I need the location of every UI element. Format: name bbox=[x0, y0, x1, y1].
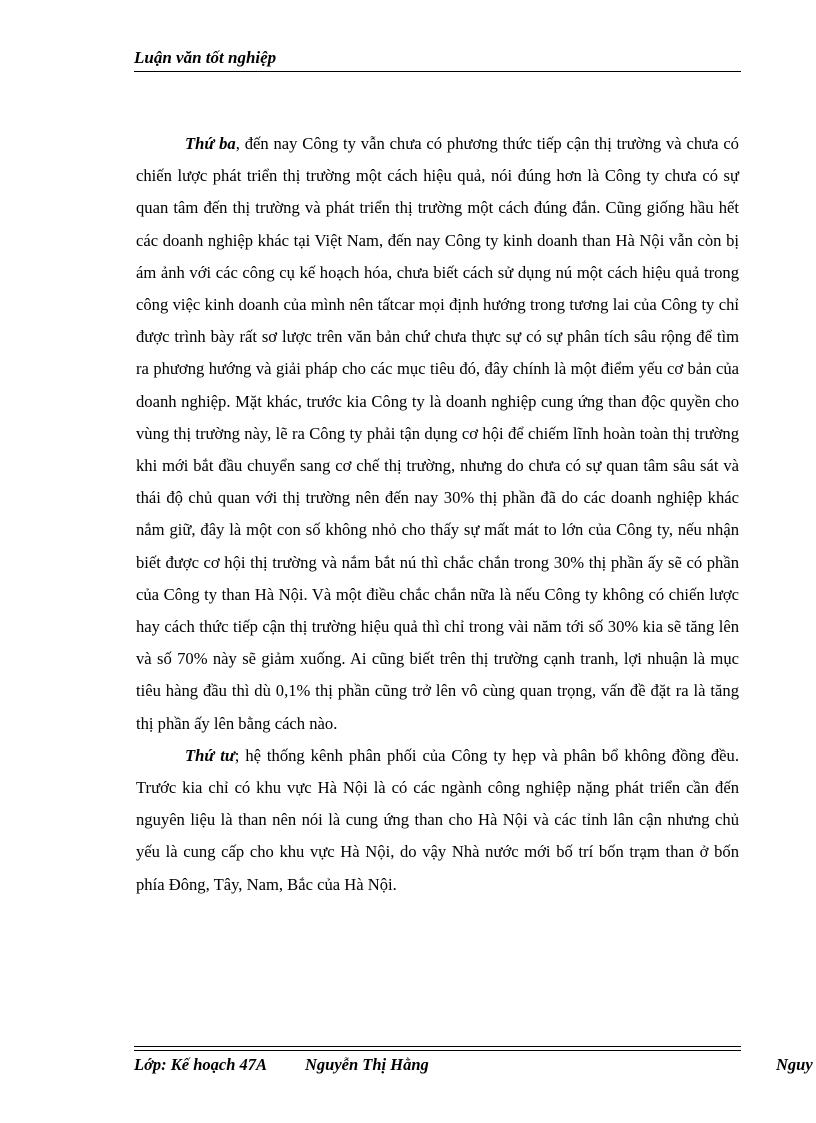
body-text bbox=[136, 128, 739, 901]
paragraph-2-text: ; hệ thống kênh phân phối của Công ty hẹp và phân bổ không đồng đều. Trước kia chỉ có khu vực Hà Nội là có các ngành công nghiệp nặng phát triển cần đến nguyên liệu là than nên nói là cung ứng than cho Hà Nội và các tỉnh lân cận nhưng chủ yếu là cung cấp cho khu vực Hà Nội, do vậy Nhà nước mới bố trí bốn trạm than ở bốn phía Đông, Tây, Nam, Bắc của Hà Nội. bbox=[136, 745, 739, 894]
header-title: Luận văn tốt nghiệp bbox=[134, 48, 277, 67]
paragraph-1-lead: Thứ ba bbox=[185, 134, 236, 153]
footer-author: Nguyễn Thị Hằng bbox=[305, 1055, 429, 1074]
footer-rule-bottom bbox=[134, 1050, 741, 1051]
paragraph-2 bbox=[136, 740, 739, 901]
paragraph-1-text: , đến nay Công ty vẫn chưa có phương thức tiếp cận thị trường và chưa có chiến lược phát triển thị trường một cách hiệu quả, nói đúng hơn là Công ty chưa có sự quan tâm đến thị trường và phát triển thị trường một cách đúng đắn. Cũng giống hầu hết các doanh nghiệp khác tại Việt Nam, đến nay Công ty kinh doanh than Hà Nội vẫn còn bị ám ảnh với các công cụ kế hoạch hóa, chưa biết cách sử dụng nú một cách hiệu quả trong công việc kinh doanh của mình nên tấtcar mọi định hướng trong tương lai của Công ty chỉ được trình bày rất sơ lược trên văn bản chứ chưa thực sự có sự phân tích sâu rộng để tìm ra phương hướng và giải pháp cho các mục tiêu đó, đây chính là một điểm yếu cơ bản của doanh nghiệp. Mặt khác, trước kia Công ty là doanh nghiệp cung ứng than độc quyền cho vùng thị trường này, lẽ ra Công ty phải tận dụng cơ hội để chiếm lĩnh hoàn toàn thị trường khi mới bắt đầu chuyển sang cơ chế thị trường, nhưng do chưa có sự quan tâm sâu sát và thái độ chủ quan với thị trường nên đến nay 30% thị phần đã do các doanh nghiệp khác nắm giữ, đây là một con số không nhỏ cho thấy sự mất mát to lớn của Công ty, nếu nhận biết được cơ hội thị trường và nắm bắt nú thì chắc chắn trong 30% thị phần ấy sẽ có phần của Công ty than Hà Nội. Và một điều chắc chắn nữa là nếu Công ty không có chiến lược hay cách thức tiếp cận thị trường hiệu quả thì chỉ trong vài năm tới số 30% kia sẽ tăng lên và số 70% này sẽ giảm xuống. Ai cũng biết trên thị trường cạnh tranh, lợi nhuận là mục tiêu hàng đầu thì dù 0,1% thị phần cũng trở lên vô cùng quan trọng, vấn đề đặt ra là tăng thị phần ấy lên bằng cách nào. bbox=[136, 134, 739, 733]
paragraph-1 bbox=[136, 128, 739, 740]
footer-rule-top bbox=[134, 1046, 741, 1047]
header-rule bbox=[134, 71, 741, 72]
footer-cut-text: Nguy bbox=[776, 1055, 813, 1074]
paragraph-2-lead: Thứ tư bbox=[185, 745, 235, 765]
footer-class-label: Lớp: Kế hoạch 47A bbox=[134, 1055, 268, 1074]
